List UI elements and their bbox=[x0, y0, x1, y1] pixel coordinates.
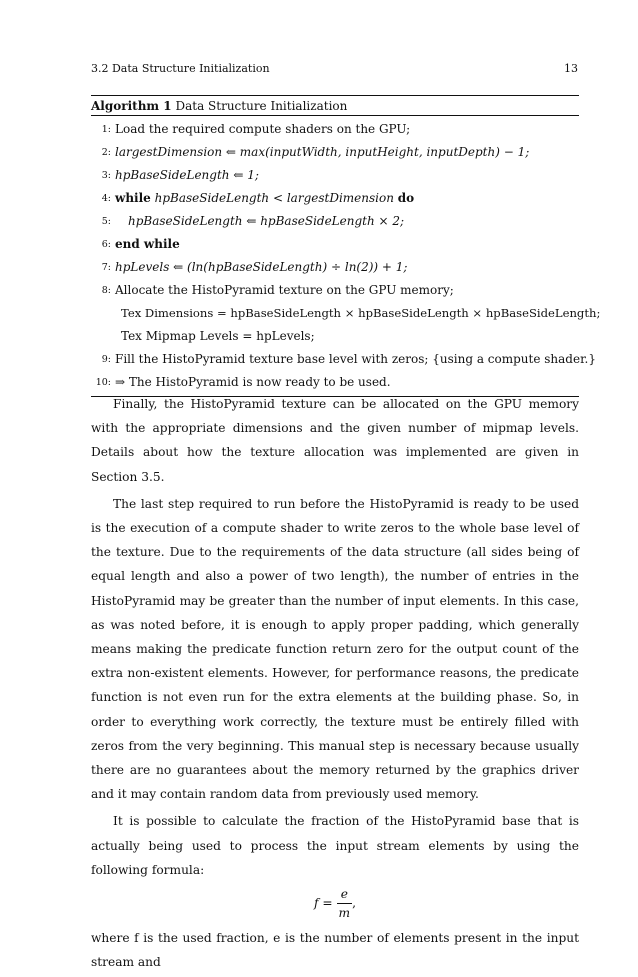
line-text: Fill the HistoPyramid texture base level with zeros; {using a compute shader.} bbox=[115, 352, 596, 366]
formula-denominator: m bbox=[338, 906, 351, 921]
paragraph: Finally, the HistoPyramid texture can be allocated on the GPU memory with the appropriate dimensions and the given number of mipmap levels. Details about how the texture allocation was implemented are given in Section 3.5. bbox=[91, 397, 579, 484]
line-text: largestDimension ⇐ max(inputWidth, inputHeight, inputDepth) − 1; bbox=[115, 145, 530, 159]
line-number: 8: bbox=[101, 285, 111, 296]
algorithm-line bbox=[91, 302, 601, 325]
line-number: 9: bbox=[101, 354, 111, 365]
line-number: 3: bbox=[101, 170, 111, 181]
line-text: ⇒ The HistoPyramid is now ready to be used. bbox=[115, 375, 391, 389]
algorithm-line bbox=[91, 187, 579, 210]
algorithm-line bbox=[91, 210, 579, 233]
algorithm-line bbox=[91, 233, 579, 256]
algorithm-line bbox=[91, 348, 596, 371]
line-text: Load the required compute shaders on the GPU; bbox=[115, 122, 411, 136]
body-text bbox=[91, 392, 579, 977]
formula-numerator: e bbox=[337, 885, 353, 904]
algorithm-line bbox=[91, 118, 579, 141]
line-text: hpBaseSideLength ⇐ 1; bbox=[115, 168, 259, 182]
keyword-while: while bbox=[115, 191, 151, 205]
formula-fraction bbox=[337, 885, 353, 922]
line-number: 10: bbox=[95, 377, 111, 388]
line-text: Allocate the HistoPyramid texture on the GPU memory; bbox=[115, 283, 454, 297]
paragraph: It is possible to calculate the fraction of the HistoPyramid base that is actually being used to process the input stream elements by using the following formula: bbox=[91, 814, 579, 877]
paragraph: where f is the used fraction, e is the number of elements present in the input stream and bbox=[91, 931, 579, 970]
algorithm-line bbox=[91, 256, 579, 279]
line-number: 7: bbox=[101, 262, 111, 273]
line-number: 4: bbox=[101, 193, 111, 204]
page-number: 13 bbox=[564, 62, 578, 75]
algorithm-line bbox=[91, 371, 579, 394]
running-head bbox=[91, 62, 578, 76]
line-text: Tex Dimensions = hpBaseSideLength × hpBaseSideLength × hpBaseSideLength; bbox=[121, 306, 601, 320]
line-number: 2: bbox=[101, 147, 111, 158]
line-number: 6: bbox=[101, 239, 111, 250]
line-number: 1: bbox=[101, 124, 111, 135]
algorithm-line bbox=[91, 164, 579, 187]
line-text: hpLevels ⇐ (ln(hpBaseSideLength) ÷ ln(2)) + 1; bbox=[115, 260, 408, 274]
while-condition: hpBaseSideLength < largestDimension bbox=[154, 191, 394, 205]
algorithm-line bbox=[91, 141, 579, 164]
keyword-end-while: end while bbox=[115, 237, 180, 251]
algorithm-caption bbox=[91, 96, 579, 115]
paragraph: The last step required to run before the HistoPyramid is ready to be used is the execution of a compute shader to write zeros to the whole base level of the texture. Due to the requirements of the data structure (all sides being of equal length and also a power of two length), the number of entries in the HistoPyramid may be greater than the number of input elements. In this case, as was noted before, it is enough to apply proper padding, which generally means making the predicate function return zero for the output count of the extra non-existent elements. However, for performance reasons, the predicate function is not even run for the extra elements at the building phase. So, in order to everything work correctly, the texture must be entirely filled with zeros from the very beginning. This manual step is necessary because usually there are no guarantees about the memory returned by the graphics driver and it may contain random data from previously used memory. bbox=[91, 496, 579, 802]
algorithm-line bbox=[91, 279, 579, 302]
fraction-formula bbox=[91, 885, 579, 922]
algorithm-lines bbox=[91, 116, 601, 394]
algorithm-caption-title: Data Structure Initialization bbox=[175, 99, 348, 113]
line-text: hpBaseSideLength ⇐ hpBaseSideLength × 2; bbox=[128, 214, 405, 228]
algorithm-line bbox=[91, 325, 579, 348]
algorithm-block bbox=[91, 95, 601, 397]
formula-trail: , bbox=[352, 896, 356, 911]
line-text bbox=[115, 187, 414, 210]
formula-lhs: f = bbox=[314, 896, 333, 911]
line-number: 5: bbox=[101, 216, 111, 227]
line-text: Tex Mipmap Levels = hpLevels; bbox=[121, 329, 315, 343]
keyword-do: do bbox=[397, 191, 415, 205]
algorithm-caption-label: Algorithm 1 bbox=[91, 99, 172, 113]
running-head-section: 3.2 Data Structure Initialization bbox=[91, 62, 270, 75]
